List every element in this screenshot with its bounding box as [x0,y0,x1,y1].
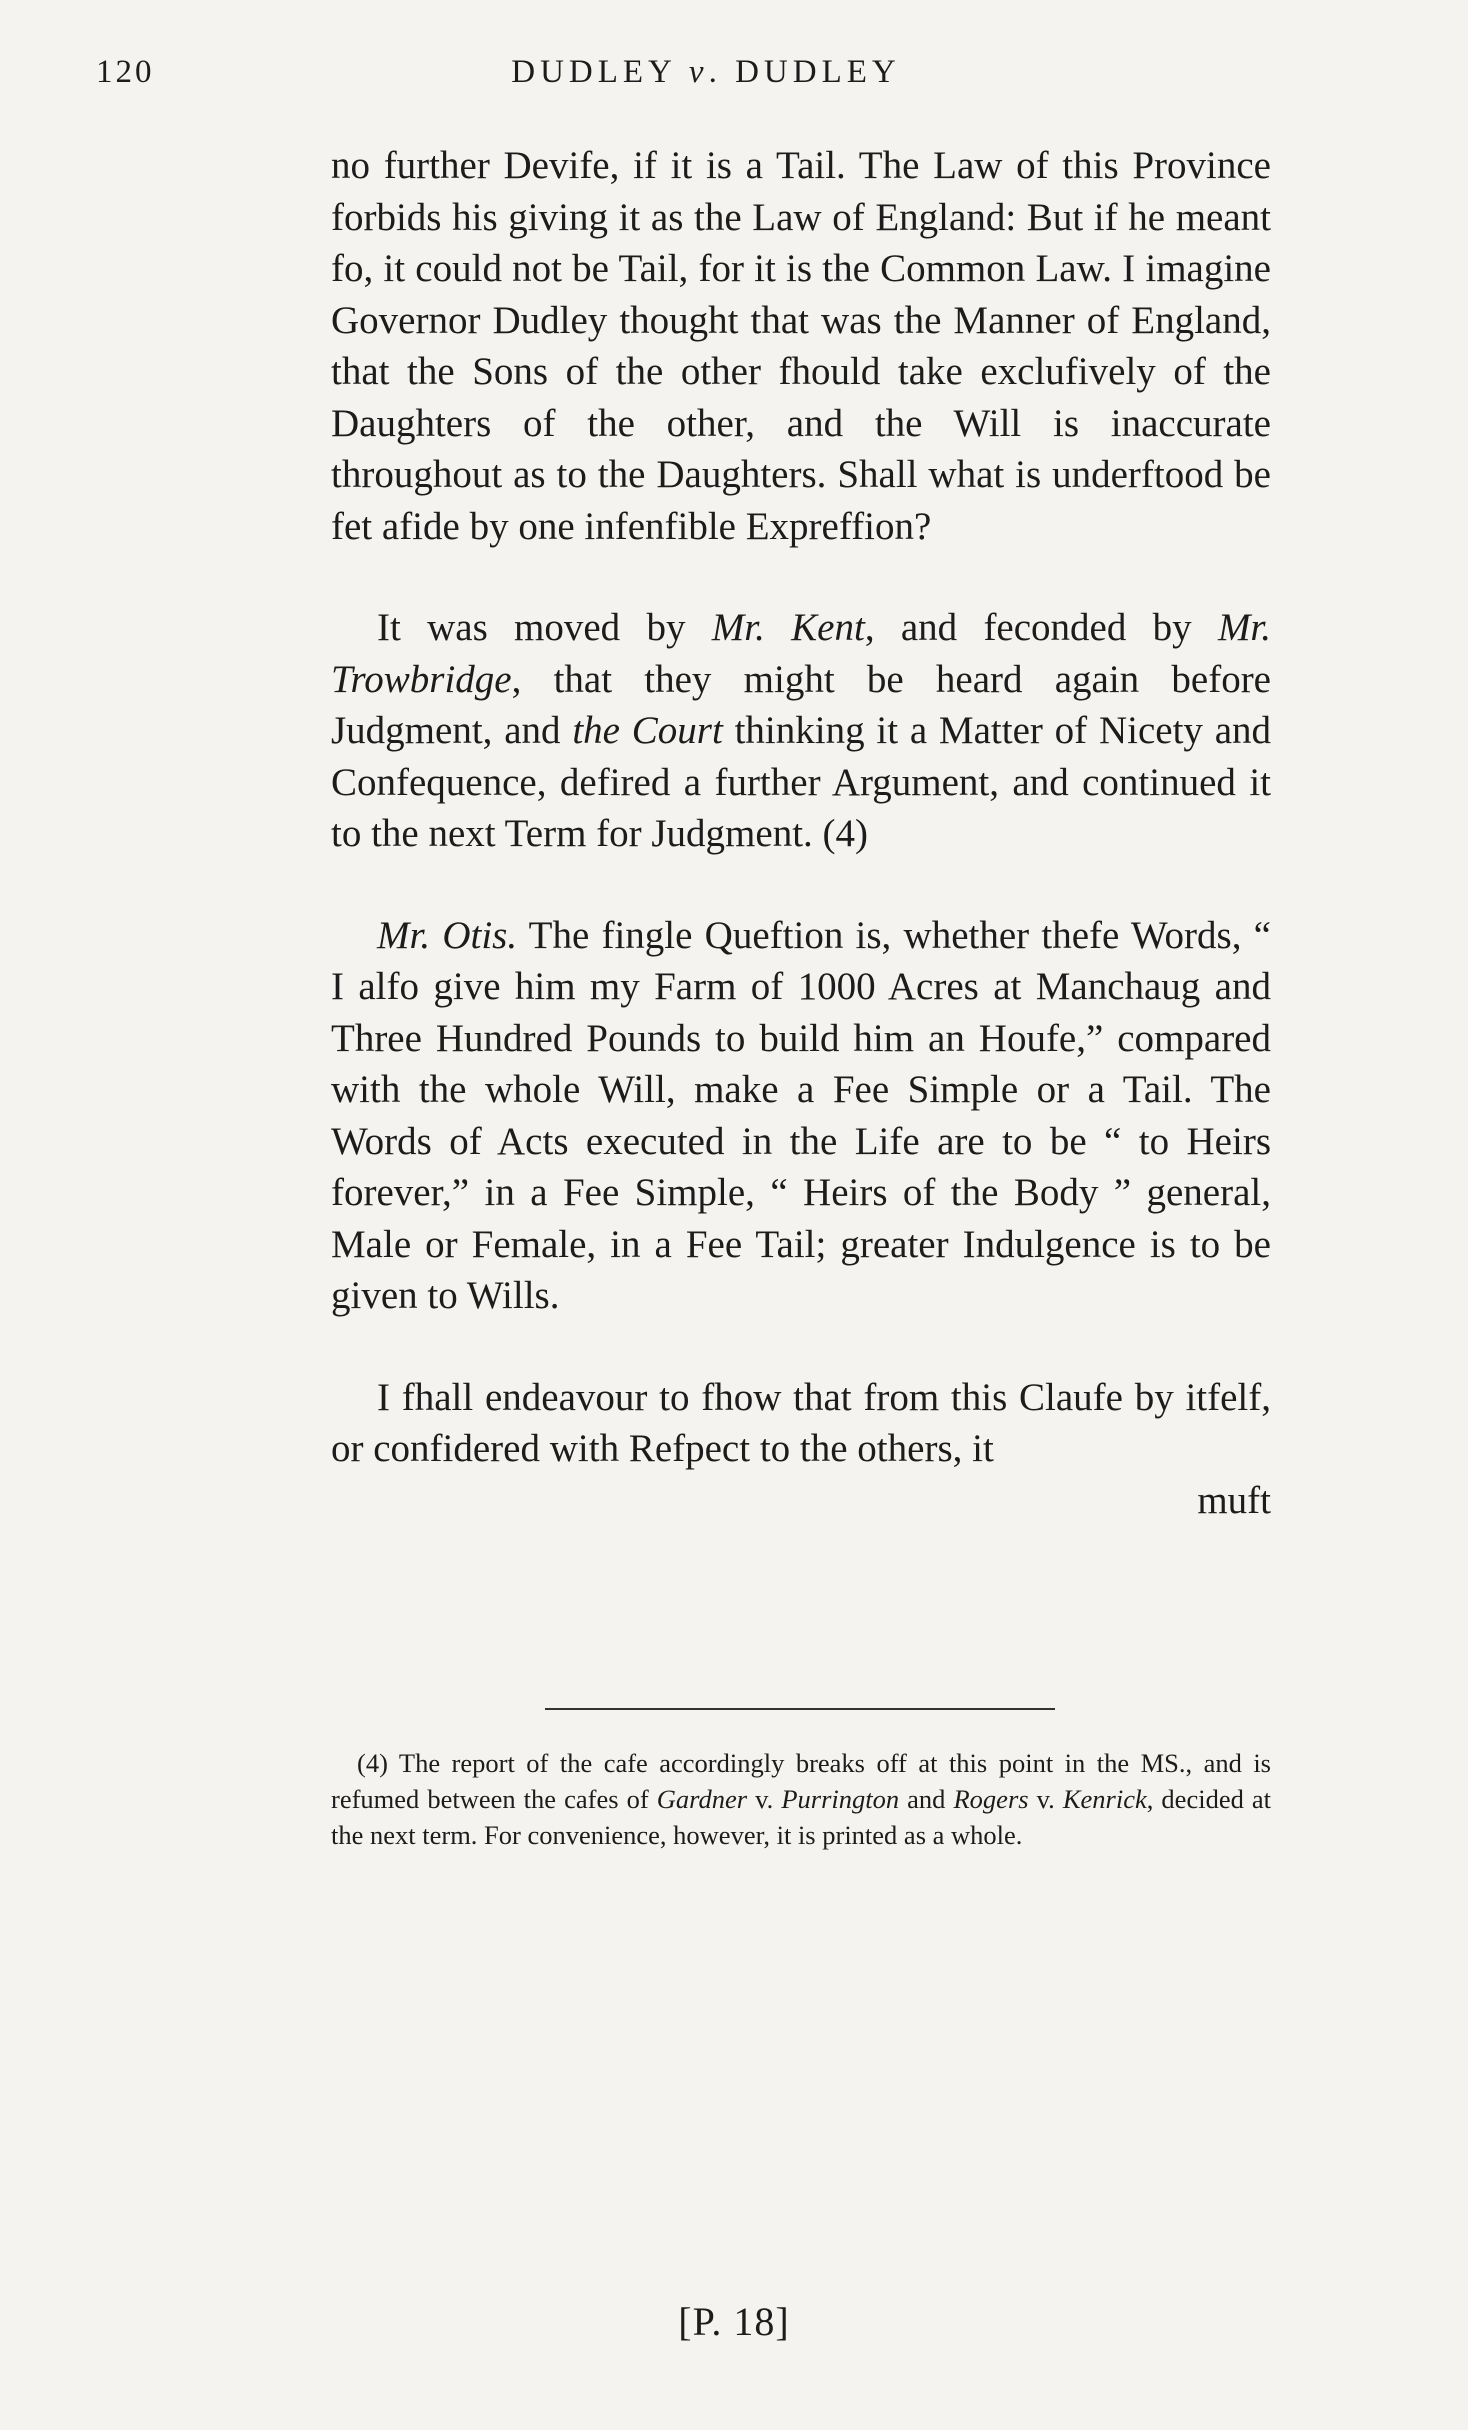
the-court: the Court [572,709,723,752]
text-run: , decided at the next term. For convenience, however, it is printed as a whole. [331,1784,1272,1850]
text-run: (4) The report of the cafe accordingly breaks off at this point in the MS., and is refumed between the cafes of [331,1748,1271,1814]
case-name: Purrington [781,1784,900,1814]
case-name: Gardner [656,1784,748,1814]
speaker-otis: Mr. Otis. [377,913,518,957]
text-run: The fingle Queftion is, whether thefe Words, “ I alfo give him my Farm of 1000 Acres at Manchaug and Three Hundred Pounds to build him an Houfe,” compared with the whole Will, make a Fee Simple or a Tail. The Words of Acts executed in the Life are to be “ to Heirs forever,” in a Fee Simple, “ Heirs of the Body ” general, Male or Female, in a Fee Tail; greater Indulgence is to be given to Wills. [331,913,1271,1317]
text-run: and [899,1784,954,1814]
paragraph-endeavour: I fhall endeavour to fhow that from this Claufe by itfelf, or confidered with Refpect to the others, it [331,1375,1271,1470]
running-head-left: DUDLEY [511,54,689,90]
running-head-right: . DUDLEY [708,54,901,90]
running-head-versus: v [688,54,709,90]
footnote [331,1745,1271,1853]
case-name: Kenrick [1062,1784,1147,1814]
person-name-trowbridge: Mr. Trowbridge [331,606,1272,701]
paragraph-final-word: muft [1197,1478,1271,1522]
case-name: Rogers [953,1784,1029,1814]
manuscript-page-marker: [P. 18] [678,2299,790,2344]
page-number: 120 [96,54,155,90]
running-head [96,54,1276,91]
page-header [96,54,1276,104]
text-run: It was moved by [377,606,712,649]
text-run: , that they might be heard again before Judgment, and [331,657,1271,752]
text-run: v. [1028,1784,1063,1814]
paragraph-motion [331,602,1271,860]
text-run: , and feconded by [864,606,1218,649]
paragraph-continuation: no further Devife, if it is a Tail. The Law of this Province forbids his giving it as the Law of England: But if he meant fo, it could not be Tail, for it is the Common Law. I imagine Governor Dudley thought that was the Manner of England, that the Sons of the other fhould take exclufively of the Daughters of the other, and the Will is inaccurate throughout as to the Daughters. Shall what is underftood be fet afide by one infenfible Expreffion? [331,144,1271,548]
person-name-kent: Mr. Kent [711,606,865,649]
text-run: thinking it a Matter of Nicety and Confequence, defired a further Argument, and continued it to the next Term for Judgment. (4) [331,709,1272,855]
text-run: v. [747,1784,782,1814]
paragraph-otis [331,910,1271,1322]
footnote-text [331,1745,1271,1853]
body-text [331,140,1271,1526]
footnote-rule [545,1708,1055,1710]
